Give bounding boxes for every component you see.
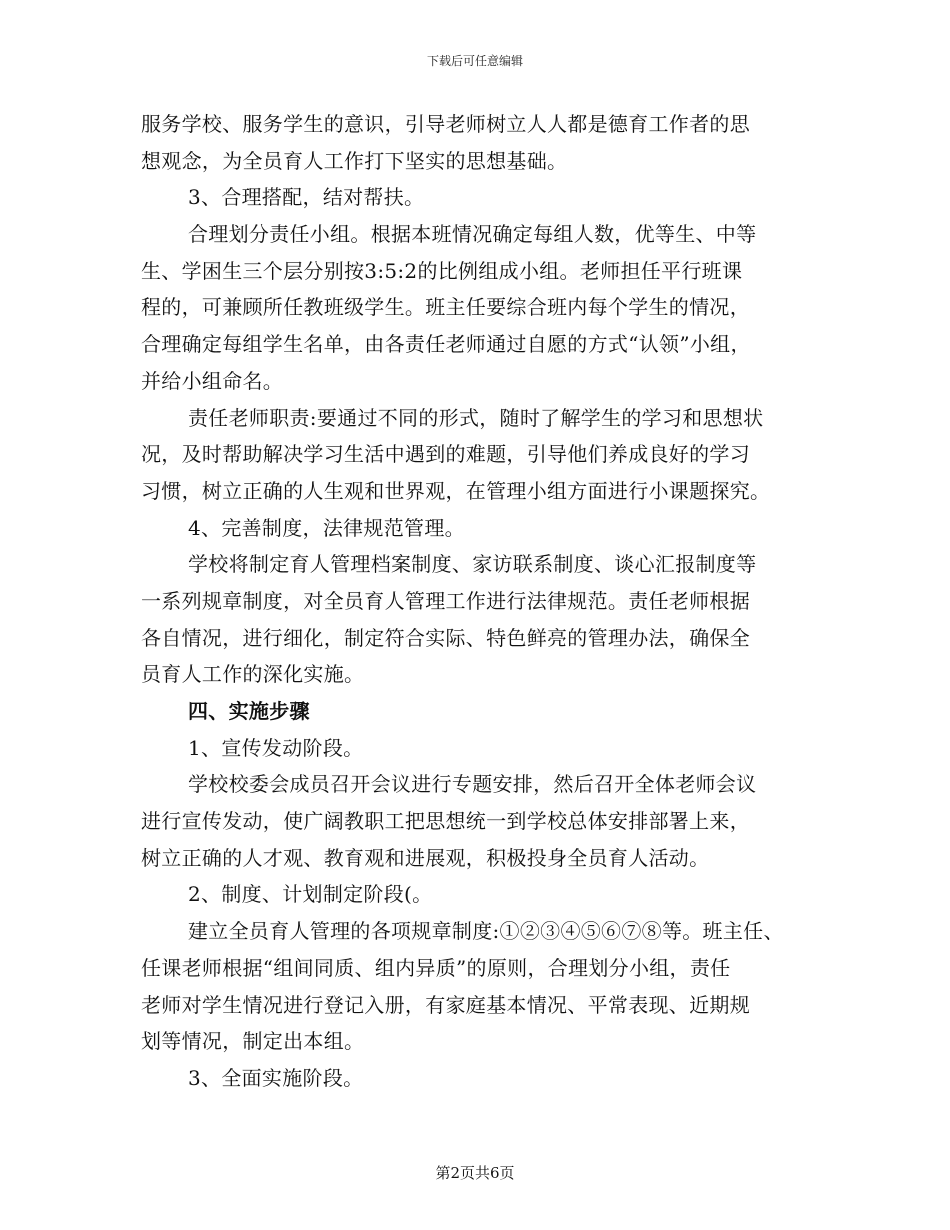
text-line: 1、宣传发动阶段。	[188, 735, 364, 760]
text-line: 习惯，树立正确的人生观和世界观，在管理小组方面进行小课题探究。	[141, 478, 771, 503]
text-line: 树立正确的人才观、教育观和进展观，积极投身全员育人活动。	[141, 845, 710, 870]
text-line: 服务学校、服务学生的意识，引导老师树立人人都是德育工作者的思	[141, 112, 750, 136]
text-line: 划等情况，制定出本组。	[141, 1029, 365, 1054]
page-header: 下载后可任意编辑	[426, 54, 523, 68]
text-line: 责任老师职责:要通过不同的形式，随时了解学生的学习和思想状	[188, 405, 764, 430]
text-line: 学校将制定育人管理档案制度、家访联系制度、谈心汇报制度等	[188, 552, 757, 577]
text-line: 各自情况，进行细化，制定符合实际、特色鲜亮的管理办法，确保全	[141, 625, 750, 650]
text-line: 3、合理搭配，结对帮扶。	[188, 185, 425, 210]
text-line: 3、全面实施阶段。	[188, 1065, 364, 1090]
text-line: 进行宣传发动，使广阔教职工把思想统一到学校总体安排部署上来，	[141, 809, 750, 834]
text-line: 老师对学生情况进行登记入册，有家庭基本情况、平常表现、近期规	[141, 992, 750, 1017]
text-line: 合理划分责任小组。根据本班情况确定每组人数，优等生、中等	[188, 222, 757, 247]
text-line: 任课老师根据“组间同质、组内异质”的原则，合理划分小组，责任	[141, 955, 731, 980]
text-line: 况，及时帮助解决学习生活中遇到的难题，引导他们养成良好的学习	[141, 442, 750, 467]
text-line: 员育人工作的深化实施。	[141, 662, 365, 687]
text-line: 4、完善制度，法律规范管理。	[188, 515, 465, 540]
text-line: 一系列规章制度，对全员育人管理工作进行法律规范。责任老师根据	[141, 588, 750, 613]
text-line: 程的，可兼顾所任教班级学生。班主任要综合班内每个学生的情况，	[141, 295, 750, 320]
document-body	[141, 106, 821, 1097]
text-line: 2、制度、计划制定阶段(。	[188, 882, 433, 907]
page-footer: 第2页共6页	[435, 1164, 515, 1182]
text-line: 学校校委会成员召开会议进行专题安排，然后召开全体老师会议	[188, 772, 757, 797]
section-heading: 四、实施步骤	[188, 699, 310, 723]
text-line: 并给小组命名。	[141, 368, 284, 393]
text-line: 生、学困生三个层分别按3:5:2的比例组成小组。老师担任平行班课	[141, 258, 743, 283]
text-line: 建立全员育人管理的各项规章制度:①②③④⑤⑥⑦⑧等。班主任、	[188, 919, 784, 944]
text-line: 合理确定每组学生名单，由各责任老师通过自愿的方式“认领”小组，	[141, 332, 751, 357]
text-line: 想观念，为全员育人工作打下坚实的思想基础。	[141, 148, 568, 173]
